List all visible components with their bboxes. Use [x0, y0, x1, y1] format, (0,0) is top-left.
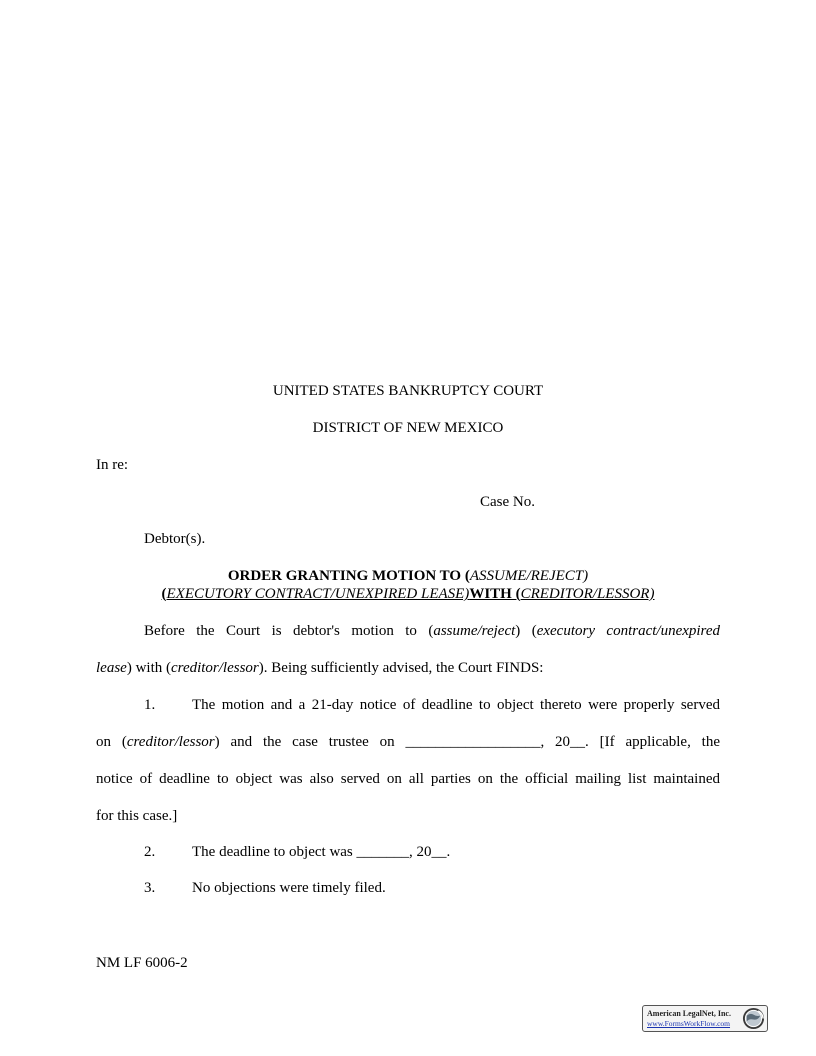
order-title-line-2	[0, 585, 816, 603]
court-district: DISTRICT OF NEW MEXICO	[312, 420, 504, 436]
finding-1-text-c: ) and the case trustee on __________________, 20__. [If applicable, the	[214, 734, 720, 750]
finding-number: 2.	[144, 844, 156, 860]
logo-company-name: American LegalNet, Inc.	[647, 1009, 731, 1018]
finding-1-line-1: The motion and a 21-day notice of deadline to object thereto were properly served	[192, 697, 720, 713]
order-title-line-1	[0, 567, 816, 585]
title-line2-bold: WITH (	[469, 586, 521, 602]
form-id: NM LF 6006-2	[96, 955, 188, 971]
intro-text-h: ). Being sufficiently advised, the Court FINDS:	[258, 660, 544, 676]
intro-text-g: creditor/lessor	[171, 660, 259, 676]
in-re-label: In re:	[96, 457, 129, 473]
finding-1	[0, 696, 816, 714]
court-name: UNITED STATES BANKRUPTCY COURT	[272, 383, 544, 399]
title-line2-underlined	[162, 586, 655, 602]
finding-2-text: The deadline to object was _______, 20__.	[192, 844, 451, 860]
legalnet-logo[interactable]	[642, 1005, 768, 1032]
finding-number: 3.	[144, 880, 156, 896]
finding-3	[0, 879, 816, 897]
finding-2	[0, 843, 816, 861]
globe-icon	[742, 1007, 765, 1030]
intro-text-d: executory contract/unexpired	[536, 623, 720, 639]
intro-text-a: Before the Court is debtor's motion to (	[144, 623, 434, 639]
intro-text-f: ) with (	[126, 660, 171, 676]
debtors-label: Debtor(s).	[144, 531, 206, 547]
case-number-label: Case No.	[480, 494, 535, 510]
title-line2-open: (	[161, 586, 167, 602]
logo-website-link[interactable]: www.FormsWorkFlow.com	[647, 1019, 731, 1028]
title-line2-italic: EXECUTORY CONTRACT/UNEXPIRED LEASE)	[166, 586, 470, 602]
title-italic-part: ASSUME/REJECT)	[469, 568, 589, 584]
finding-1-line-2	[96, 733, 720, 751]
finding-1-line-4: for this case.]	[96, 808, 178, 824]
finding-1-text-b: creditor/lessor	[126, 734, 215, 750]
intro-line-2	[96, 659, 720, 677]
finding-3-text: No objections were timely filed.	[192, 880, 386, 896]
finding-1-text-a: on (	[96, 734, 127, 750]
intro-text-c: ) (	[515, 623, 537, 639]
intro-text-e: lease	[96, 660, 127, 676]
finding-number: 1.	[144, 697, 156, 713]
intro-line-1	[144, 622, 720, 640]
finding-1-line-3: notice of deadline to object was also served on all parties on the official mailing list maintained	[96, 771, 720, 787]
title-line2-italic2: CREDITOR/LESSOR)	[520, 586, 655, 602]
title-bold-part: ORDER GRANTING MOTION TO (	[227, 568, 470, 584]
intro-text-b: assume/reject	[433, 623, 516, 639]
